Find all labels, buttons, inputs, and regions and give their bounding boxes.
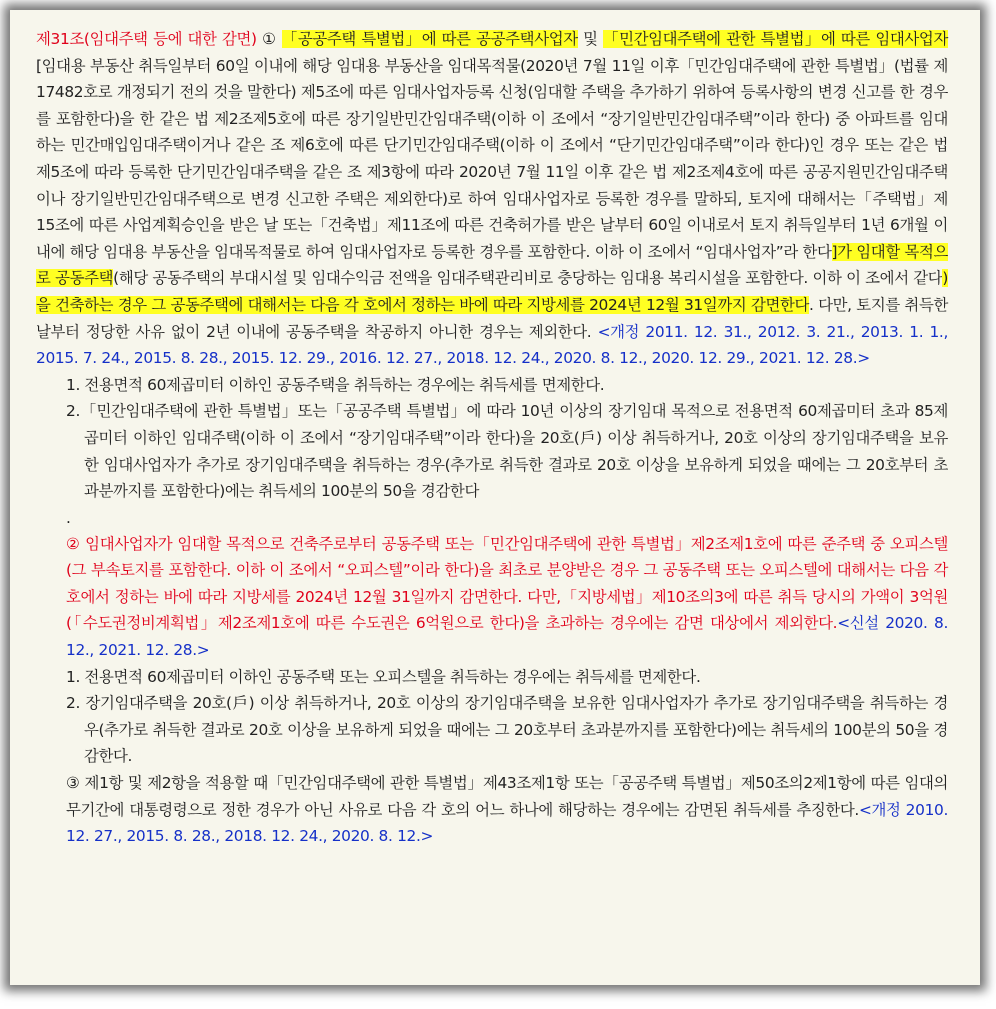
paragraph-3-body: ③ 제1항 및 제2항을 적용할 때「민간임대주택에 관한 특별법」제43조제1항 또는「공공주택 특별법」제50조의2제1항에 따른 임대의무기간에 대통령령으로 정한 경우가 아닌 사유로 다음 각 호의 어느 하나에 해당하는 경우에는 감면된 취득세를 추징한다. — [66, 774, 948, 819]
paragraph-2-item-1: 1. 전용면적 60제곱미터 이하인 공동주택 또는 오피스텔을 취득하는 경우에는 취득세를 면제한다. — [66, 667, 701, 686]
highlight-public-housing-operator: 「공공주택 특별법」에 따른 공공주택사업자 — [281, 30, 578, 48]
paragraph-3-amendment: <개정 2010. 12. 27., 2015. 8. 28., 2018. 12. 24., 2020. 8. 12.> — [66, 800, 948, 846]
paragraph-2 — [36, 531, 948, 664]
highlight-rental-business-operator: 「민간임대주택에 관한 특별법」에 따른 임대사업자 — [603, 30, 948, 48]
stray-period: . — [66, 508, 71, 527]
paragraph-1 — [36, 26, 948, 372]
paragraph-2-amendment: <신설 2020. 8. 12., 2021. 12. 28.> — [66, 614, 948, 660]
highlight-rental-purpose: ]가 임대할 목적으로 공동주택 — [36, 242, 948, 288]
paragraph-1-number: ① — [256, 30, 282, 48]
paragraph-1-item-2: 2.「민간임대주택에 관한 특별법」또는「공공주택 특별법」에 따라 10년 이상의 장기임대 목적으로 전용면적 60제곱미터 초과 85제곱미터 이하인 임대주택(이하 이 조에서 “장기임대주택”이라 한다)을 20호(戶) 이상 취득하거나, 20호 이상의 장기임대주택을 보유한 임대사업자가 추가로 장기임대주택을 취득하는 경우(추가로 취득한 결과로 20호 이상을 보유하게 되었을 때에는 그 20호부터 초과분까지를 포함한다)에는 취득세의 100분의 50을 경감한다 — [66, 402, 948, 501]
conjunction-text: 및 — [577, 30, 604, 48]
paragraph-1-body-2: (해당 공동주택의 부대시설 및 임대수익금 전액을 임대주택관리비로 충당하는 임대용 복리시설을 포함한다. 이하 이 조에서 같다 — [113, 269, 943, 288]
paragraph-1-body: [임대용 부동산 취득일부터 60일 이내에 해당 임대용 부동산을 임대목적물(2020년 7월 11일 이후「민간임대주택에 관한 특별법」(법률 제17482호로 개정되기 전의 것을 말한다) 제5조에 따른 임대사업자등록 신청(임대할 주택을 추가하기 위하여 등록사항의 변경 신고를 한 경우를 포함한다)을 한 같은 법 제2조제5호에 따른 장기일반민간임대주택(이하 이 조에서 “장기일반민간임대주택”이라 한다) 중 아파트를 임대하는 민간매입임대주택이거나 같은 조 제6호에 따른 단기민간임대주택(이하 이 조에서 “단기민간임대주택”이라 한다)인 경우 또는 같은 법 제5조에 따라 등록한 단기민간임대주택을 같은 조 제3항에 따라 2020년 7월 11일 이후 같은 법 제2조제4호에 따른 공공지원민간임대주택이나 장기일반민간임대주택으로 변경 신고한 주택은 제외한다)로 하여 임대사업자로 등록한 경우를 말하되, 토지에 대해서는「주택법」제15조에 따른 사업계획승인을 받은 날 또는「건축법」제11조에 따른 건축허가를 받은 날부터 60일 이내로서 토지 취득일부터 1년 6개월 이내에 해당 임대용 부동산을 임대목적물로 하여 임대사업자로 등록한 경우를 포함한다. 이하 이 조에서 “임대사업자”라 한다 — [36, 56, 948, 261]
highlight-tax-reduction: )을 건축하는 경우 그 공동주택에 대해서는 다음 각 호에서 정하는 바에 따라 지방세를 2024년 12월 31일까지 감면한다 — [36, 269, 948, 314]
paragraph-1-amendment: <개정 2011. 12. 31., 2012. 3. 21., 2013. 1. 1., 2015. 7. 24., 2015. 8. 28., 2015. 12. 29., 2016. 12. 27., 2018. 12. 24., 2020. 8. 12., 2020. 12. 29., 2021. 12. 28.> — [36, 322, 949, 368]
paragraph-2-body: ② 임대사업자가 임대할 목적으로 건축주로부터 공동주택 또는「민간임대주택에 관한 특별법」제2조제1호에 따른 준주택 중 오피스텔(그 부속토지를 포함한다. 이하 이 조에서 “오피스텔”이라 한다)을 최초로 분양받은 경우 그 공동주택 또는 오피스텔에 대해서는 다음 각 호에서 정하는 바에 따라 지방세를 2024년 12월 31일까지 감면한다. 다만,「지방세법」제10조의3에 따른 취득 당시의 가액이 3억원(「수도권정비계획법」제2조제1호에 따른 수도권은 6억원으로 한다)을 초과하는 경우에는 감면 대상에서 제외한다. — [66, 534, 948, 633]
paragraph-2-item-2: 2. 장기임대주택을 20호(戶) 이상 취득하거나, 20호 이상의 장기임대주택을 보유한 임대사업자가 추가로 장기임대주택을 취득하는 경우(추가로 취득한 결과로 20호 이상을 보유하게 되었을 때에는 그 20호부터 초과분까지를 포함한다)에는 취득세의 100분의 50을 경감한다. — [66, 694, 948, 766]
paragraph-1-item-1: 1. 전용면적 60제곱미터 이하인 공동주택을 취득하는 경우에는 취득세를 면제한다. — [66, 375, 605, 394]
law-article — [36, 26, 948, 850]
paragraph-3 — [36, 770, 948, 850]
paragraph-1-body-3: . 다만, 토지를 취득한 날부터 정당한 사유 없이 2년 이내에 공동주택을 착공하지 아니한 경우는 제외한다. — [36, 295, 948, 341]
article-title: 제31조(임대주택 등에 대한 감면) — [36, 30, 257, 48]
